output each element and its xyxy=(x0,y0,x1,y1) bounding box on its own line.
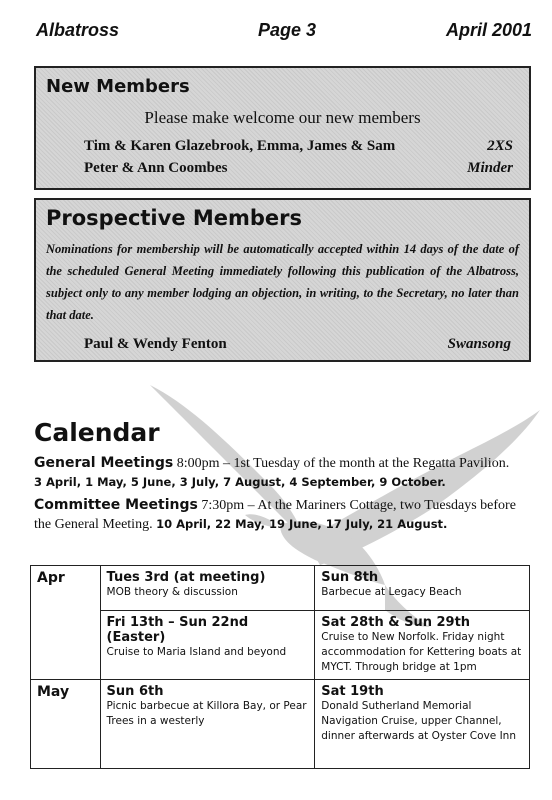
member-row xyxy=(84,138,513,155)
month-cell: Apr xyxy=(31,566,101,680)
event-date: Sat 19th xyxy=(321,684,384,699)
general-meetings-dates: 3 April, 1 May, 5 June, 3 July, 7 August, 4 September, 9 October. xyxy=(34,475,446,489)
member-names: Tim & Karen Glazebrook, Emma, James & Sam xyxy=(84,138,396,154)
new-members-title: New Members xyxy=(46,76,190,97)
event-date: Sun 8th xyxy=(321,570,379,585)
prospective-members-title: Prospective Members xyxy=(46,206,303,230)
event-cell xyxy=(100,566,315,611)
issue-date: April 2001 xyxy=(445,20,532,40)
prospect-boat: Swansong xyxy=(447,336,511,352)
prospect-names: Paul & Wendy Fenton xyxy=(84,336,227,352)
event-description: Donald Sutherland Memorial Navigation Cruise, upper Channel, dinner afterwards at Oyster Cove Inn xyxy=(321,700,516,742)
prospective-members-box xyxy=(34,198,531,362)
nomination-text: Nominations for membership will be automatically accepted within 14 days of the date of the scheduled General Meeting immediately following this publication of the Albatross, subject only to any member lodging an objection, in writing, to the Secretary, no later than that date. xyxy=(46,242,519,322)
month-cell: May xyxy=(31,680,101,769)
event-description: Barbecue at Legacy Beach xyxy=(321,586,462,598)
event-description: Picnic barbecue at Killora Bay, or Pear Trees in a westerly xyxy=(106,700,307,727)
newsletter-name: Albatross xyxy=(36,20,120,40)
event-description: Cruise to Maria Island and beyond xyxy=(106,646,287,658)
new-members-box xyxy=(34,66,531,190)
event-description: MOB theory & discussion xyxy=(106,586,238,598)
event-cell xyxy=(315,680,530,769)
calendar-title: Calendar xyxy=(34,418,160,447)
event-date: Sun 6th xyxy=(106,684,164,699)
calendar-table xyxy=(30,565,530,769)
committee-meetings-text: 7:30pm – At the Mariners Cottage, two Tuesdays before the General Meeting. xyxy=(34,498,516,532)
table-row xyxy=(31,611,530,680)
committee-meetings-dates: 10 April, 22 May, 19 June, 17 July, 21 August. xyxy=(156,517,448,531)
committee-meetings-label: Committee Meetings xyxy=(34,497,198,513)
event-cell xyxy=(315,611,530,680)
event-cell xyxy=(100,611,315,680)
member-boat: Minder xyxy=(467,160,513,176)
member-names: Peter & Ann Coombes xyxy=(84,160,228,176)
general-meetings-text: 8:00pm – 1st Tuesday of the month at the Regatta Pavilion. xyxy=(173,456,510,471)
event-date: Sat 28th & Sun 29th xyxy=(321,615,471,630)
general-meetings-label: General Meetings xyxy=(34,455,174,471)
event-date: Tues 3rd (at meeting) xyxy=(106,570,266,585)
event-cell xyxy=(100,680,315,769)
table-row xyxy=(31,566,530,611)
event-description: Cruise to New Norfolk. Friday night accommodation for Kettering boats at MYCT. Through bridge at 1pm xyxy=(321,631,522,673)
event-date: Fri 13th – Sun 22nd (Easter) xyxy=(106,615,249,645)
page-number: Page 3 xyxy=(258,20,317,40)
member-boat: 2XS xyxy=(487,138,513,154)
prospect-row xyxy=(84,336,511,353)
event-cell xyxy=(315,566,530,611)
member-row xyxy=(84,160,513,177)
general-meetings xyxy=(34,454,530,492)
page-header xyxy=(36,20,532,44)
table-row xyxy=(31,680,530,769)
committee-meetings xyxy=(34,496,530,534)
welcome-text: Please make welcome our new members xyxy=(144,108,421,127)
